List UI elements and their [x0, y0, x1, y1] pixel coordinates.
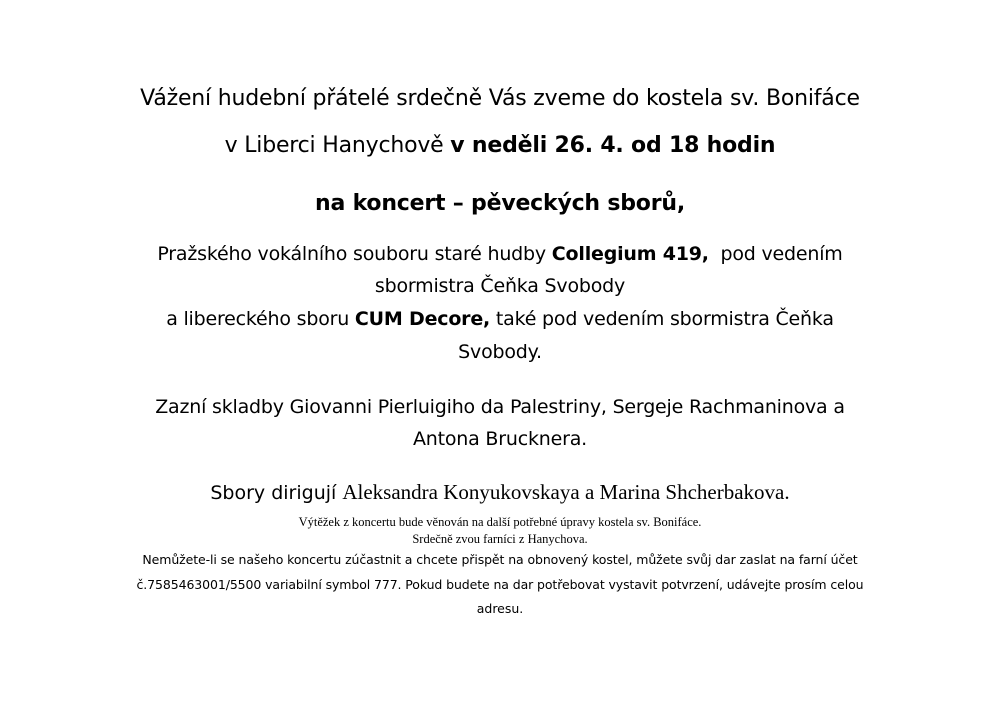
conductors-prefix: Sbory dirigují: [210, 482, 343, 504]
donation-note-line-1: [0, 552, 1000, 567]
conductors-names: Aleksandra Konyukovskaya a Marina Shcherbakova.: [342, 480, 790, 504]
program-line-1: [0, 396, 1000, 418]
concert-heading: [0, 191, 1000, 216]
choir-prague-leader-line: [0, 275, 1000, 297]
invite-note-text: Srdečně zvou farníci z Hanychova.: [412, 532, 588, 546]
donation-note-line-2: [0, 577, 1000, 592]
program-text-2: Antona Brucknera.: [412, 428, 587, 450]
concert-date: v neděli 26. 4. od 18 hodin: [450, 133, 776, 158]
donation-text-3: adresu.: [476, 601, 524, 616]
program-text-1: Zazní skladby Giovanni Pierluigiho da Palestriny, Sergeje Rachmaninova a: [155, 396, 845, 418]
program-line-2: [0, 428, 1000, 450]
donation-note-line-3: [0, 601, 1000, 616]
invitation-line-2: [0, 133, 1000, 158]
choir-liberec-prefix: a libereckého sboru: [166, 308, 355, 330]
choir-prague-suffix: pod vedením: [708, 243, 843, 265]
choir-prague-prefix: Pražského vokálního souboru staré hudby: [157, 243, 552, 265]
choir-liberec-name: CUM Decore,: [354, 308, 491, 330]
concert-place: v Liberci Hanychově: [224, 133, 451, 158]
choir-liberec-suffix: také pod vedením sbormistra Čeňka: [490, 308, 834, 330]
proceeds-note-text: Výtěžek z koncertu bude věnován na další potřebné úpravy kostela sv. Bonifáce.: [298, 515, 702, 529]
donation-text-1: Nemůžete-li se našeho koncertu zúčastnit a chcete přispět na obnovený kostel, můžete svůj dar zaslat na farní účet: [142, 552, 858, 567]
choir-prague-leader: sbormistra Čeňka Svobody: [374, 275, 626, 297]
choir-liberec-leader-line: [0, 341, 1000, 363]
invite-note: [0, 532, 1000, 547]
concert-heading-text: na koncert – pěveckých sborů,: [315, 191, 685, 216]
proceeds-note: [0, 515, 1000, 530]
choir-prague-line: [0, 243, 1000, 265]
invitation-text: Vážení hudební přátelé srdečně Vás zveme do kostela sv. Bonifáce: [140, 86, 860, 111]
choir-liberec-leader-end: Svobody.: [458, 341, 542, 363]
conductors-line: [0, 480, 1000, 505]
choir-liberec-line: [0, 308, 1000, 330]
choir-prague-name: Collegium 419,: [551, 243, 709, 265]
donation-text-2: č.7585463001/5500 variabilní symbol 777. Pokud budete na dar potřebovat vystavit potvrzení, udávejte prosím celou: [136, 577, 864, 592]
invitation-line-1: [0, 86, 1000, 111]
